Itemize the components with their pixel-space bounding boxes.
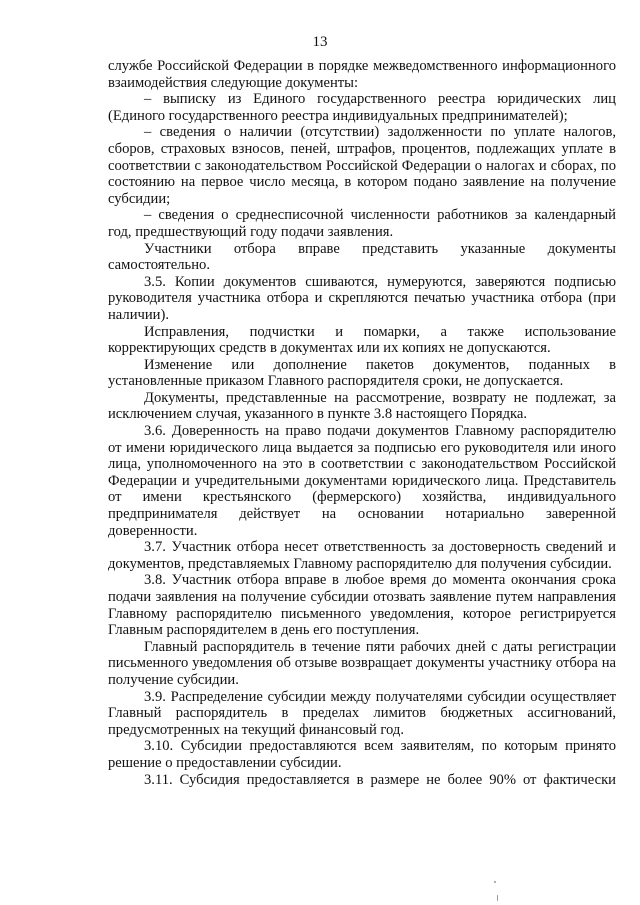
paragraph: Главный распорядитель в течение пяти рабочих дней с даты регистрации письменного уведомления об отзыве возвращает документы участнику отбора на получение субсидии. [108,638,616,688]
list-item: – выписку из Единого государственного реестра юридических лиц (Единого государственного реестра индивидуальных предпринимателей); [108,91,616,124]
document-body [108,58,616,788]
paragraph: 3.8. Участник отбора вправе в любое время до момента окончания срока подачи заявления на получение субсидии отозвать заявление путем направления Главному распорядителю письменного уведомления, которое регистрируется Главным распорядителем в день его поступления. [108,572,616,639]
scan-speck [497,895,498,901]
paragraph: 3.9. Распределение субсидии между получателями субсидии осуществляет Главный распорядитель в пределах лимитов бюджетных ассигнований, предусмотренных на текущий финансовый год. [108,688,616,738]
page-number: 13 [312,34,328,50]
paragraph: Документы, представленные на рассмотрение, возврату не подлежат, за исключением случая, указанного в пункте 3.8 настоящего Порядка. [108,389,616,423]
paragraph: 3.6. Доверенность на право подачи документов Главному распорядителю от имени юридического лица выдается за подписью его руководителя или иного лица, уполномоченного на это в соответствии с законодательством Российской Федерации и учредительными документами юридического лица. Представитель от имени крестьянского (фермерского) хозяйства, индивидуального предпринимателя действует на основании нотариально заверенной доверенности. [108,423,616,539]
list-item: – сведения о наличии (отсутствии) задолженности по уплате налогов, сборов, страховых взносов, пеней, штрафов, процентов, подлежащих уплате в соответствии с законодательством Российской Федерации о налогах и сборах, по состоянию на первое число месяца, в котором подано заявление на получение субсидии; [108,124,616,207]
list-item: – сведения о среднесписочной численности работников за календарный год, предшествующий году подачи заявления. [108,207,616,240]
paragraph: Изменение или дополнение пакетов документов, поданных в установленные приказом Главного распорядителя сроки, не допускается. [108,356,616,390]
scan-speck [494,881,496,883]
paragraph: Исправления, подчистки и помарки, а также использование корректирующих средств в документах или их копиях не допускаются. [108,323,616,357]
paragraph: 3.11. Субсидия предоставляется в размере не более 90% от фактически [144,771,616,788]
paragraph: 3.7. Участник отбора несет ответственность за достоверность сведений и документов, представляемых Главному распорядителю для получения субсидии. [108,539,616,572]
paragraph: 3.5. Копии документов сшиваются, нумеруются, заверяются подписью руководителя участника отбора и скрепляются печатью участника отбора (при наличии). [108,273,616,323]
paragraph: службе Российской Федерации в порядке межведомственного информационного взаимодействия следующие документы: [108,58,616,91]
paragraph: 3.10. Субсидии предоставляются всем заявителям, по которым принято решение о предоставлении субсидии. [108,738,616,771]
paragraph: Участники отбора вправе представить указанные документы самостоятельно. [108,240,616,274]
